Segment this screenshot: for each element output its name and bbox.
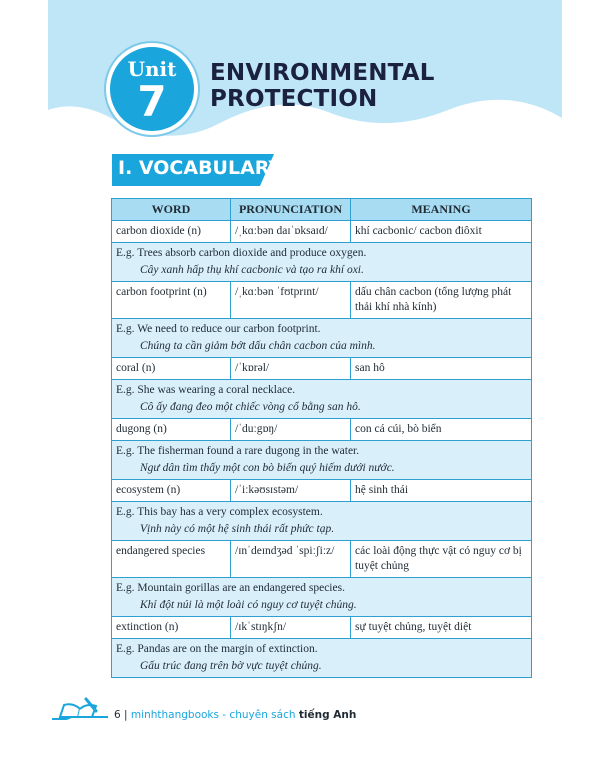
pronunciation-cell: /ɪkˈstɪŋkʃn/ (231, 617, 351, 639)
word-cell: endangered species (112, 541, 231, 578)
meaning-cell: con cá cúi, bò biển (351, 419, 532, 441)
example-vietnamese: Cô ấy đang đeo một chiếc vòng cổ bằng san hô. (140, 401, 361, 413)
example-english: E.g. This bay has a very complex ecosystem. (116, 506, 323, 518)
pronunciation-cell: /ˈkɒrəl/ (231, 358, 351, 380)
example-vietnamese: Ngư dân tìm thấy một con bò biển quý hiếm dưới nước. (140, 462, 395, 474)
unit-badge (106, 43, 198, 135)
example-english: E.g. Mountain gorillas are an endangered species. (116, 582, 345, 594)
table-row (112, 480, 532, 502)
table-header-row (112, 199, 532, 221)
table-row (112, 617, 532, 639)
pronunciation-cell: /ˈiːkəʊsɪstəm/ (231, 480, 351, 502)
example-vietnamese: Gấu trúc đang trên bờ vực tuyệt chủng. (140, 660, 322, 672)
footer-brand-bold: tiếng Anh (298, 709, 357, 721)
example-cell (112, 639, 532, 678)
example-cell (112, 380, 532, 419)
word-cell: carbon dioxide (n) (112, 221, 231, 243)
pronunciation-cell: /ɪnˈdeɪndʒəd ˈspiːʃiːz/ (231, 541, 351, 578)
footer-separator: | (124, 709, 128, 721)
unit-title: ENVIRONMENTAL PROTECTION (210, 60, 435, 112)
example-row (112, 380, 532, 419)
example-english: E.g. Trees absorb carbon dioxide and produce oxygen. (116, 247, 367, 259)
table-row (112, 221, 532, 243)
example-row (112, 502, 532, 541)
header-word: WORD (112, 199, 231, 221)
example-vietnamese: Cây xanh hấp thụ khí cacbonic và tạo ra khí oxi. (140, 264, 364, 276)
example-cell (112, 578, 532, 617)
example-english: E.g. We need to reduce our carbon footprint. (116, 323, 321, 335)
meaning-cell: dấu chân cacbon (tổng lượng phát thải khí nhà kính) (351, 282, 532, 319)
example-cell (112, 502, 532, 541)
meaning-cell: san hô (351, 358, 532, 380)
word-cell: ecosystem (n) (112, 480, 231, 502)
header-meaning: MEANING (351, 199, 532, 221)
pronunciation-cell: /ˈduːgɒŋ/ (231, 419, 351, 441)
example-row (112, 243, 532, 282)
vocabulary-table (111, 198, 532, 678)
example-row (112, 441, 532, 480)
example-row (112, 578, 532, 617)
word-cell: dugong (n) (112, 419, 231, 441)
example-english: E.g. The fisherman found a rare dugong in the water. (116, 445, 360, 457)
table-row (112, 541, 532, 578)
header-pronunciation: PRONUNCIATION (231, 199, 351, 221)
example-cell (112, 441, 532, 480)
example-english: E.g. She was wearing a coral necklace. (116, 384, 296, 396)
footer-brand: minhthangbooks - chuyên sách (130, 709, 296, 721)
word-cell: coral (n) (112, 358, 231, 380)
example-vietnamese: Vịnh này có một hệ sinh thái rất phức tạp. (140, 523, 335, 535)
meaning-cell: khí cacbonic/ cacbon điôxit (351, 221, 532, 243)
meaning-cell: hệ sinh thái (351, 480, 532, 502)
table-row (112, 358, 532, 380)
example-row (112, 639, 532, 678)
word-cell: carbon footprint (n) (112, 282, 231, 319)
example-english: E.g. Pandas are on the margin of extinction. (116, 643, 318, 655)
meaning-cell: sự tuyệt chủng, tuyệt diệt (351, 617, 532, 639)
example-vietnamese: Khỉ đột núi là một loài có nguy cơ tuyệt chủng. (140, 599, 357, 611)
word-cell: extinction (n) (112, 617, 231, 639)
page-footer (114, 709, 356, 721)
pronunciation-cell: /ˌkɑːbən daɪˈɒksaɪd/ (231, 221, 351, 243)
section-title: I. VOCABULARY (118, 157, 283, 179)
page-number: 6 (114, 709, 121, 721)
meaning-cell: các loài động thực vật có nguy cơ bị tuyệt chủng (351, 541, 532, 578)
table-row (112, 419, 532, 441)
table-row (112, 282, 532, 319)
unit-number: 7 (137, 77, 167, 126)
example-vietnamese: Chúng ta cần giảm bớt dấu chân cacbon của mình. (140, 340, 376, 352)
pronunciation-cell: /ˌkɑːbən ˈfʊtprɪnt/ (231, 282, 351, 319)
unit-label: Unit (127, 57, 177, 81)
example-cell (112, 243, 532, 282)
example-row (112, 319, 532, 358)
example-cell (112, 319, 532, 358)
book-pencil-icon (50, 697, 110, 723)
